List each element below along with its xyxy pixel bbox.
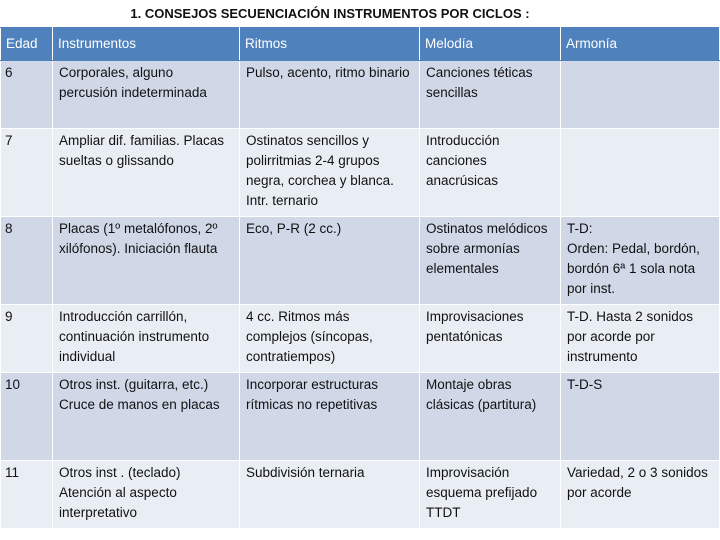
cell-melodia: Introducción canciones anacrúsicas: [420, 129, 561, 217]
cell-ritmos: Ostinatos sencillos y polirritmias 2-4 grupos negra, corchea y blanca. Intr. ternario: [240, 129, 420, 217]
cell-instrumentos: Otros inst . (teclado) Atención al aspecto interpretativo: [53, 461, 240, 529]
cell-ritmos: Eco, P-R (2 cc.): [240, 217, 420, 305]
cell-melodia: Improvisación esquema prefijado TTDT: [420, 461, 561, 529]
cell-melodia: Ostinatos melódicos sobre armonías elementales: [420, 217, 561, 305]
cell-edad: 8: [1, 217, 53, 305]
cell-melodia: Improvisaciones pentatónicas: [420, 305, 561, 373]
cell-melodia: Canciones téticas sencillas: [420, 61, 561, 129]
cell-edad: 10: [1, 373, 53, 461]
cell-edad: 7: [1, 129, 53, 217]
table-row: [1, 129, 720, 217]
cell-ritmos: Pulso, acento, ritmo binario: [240, 61, 420, 129]
table-row: [1, 461, 720, 529]
cell-instrumentos: Placas (1º metalófonos, 2º xilófonos). Iniciación flauta: [53, 217, 240, 305]
header-edad: Edad: [1, 28, 53, 61]
cell-instrumentos: Otros inst. (guitarra, etc.) Cruce de manos en placas: [53, 373, 240, 461]
cell-armonia: T-D. Hasta 2 sonidos por acorde por instrumento: [561, 305, 720, 373]
table-row: [1, 217, 720, 305]
table-header-row: [1, 28, 720, 61]
cell-armonia: [561, 61, 720, 129]
cell-armonia: T-D: Orden: Pedal, bordón, bordón 6ª 1 sola nota por inst.: [561, 217, 720, 305]
page-title: 1. CONSEJOS SECUENCIACIÓN INSTRUMENTOS POR CICLOS :: [130, 6, 530, 21]
cell-edad: 11: [1, 461, 53, 529]
header-armonia: Armonía: [561, 28, 720, 61]
table-row: [1, 61, 720, 129]
table-row: [1, 373, 720, 461]
header-melodia: Melodía: [420, 28, 561, 61]
cell-armonia: T-D-S: [561, 373, 720, 461]
cell-instrumentos: Introducción carrillón, continuación instrumento individual: [53, 305, 240, 373]
cell-ritmos: Incorporar estructuras rítmicas no repetitivas: [240, 373, 420, 461]
cell-melodia: Montaje obras clásicas (partitura): [420, 373, 561, 461]
cell-armonia: [561, 129, 720, 217]
cell-edad: 9: [1, 305, 53, 373]
cell-ritmos: 4 cc. Ritmos más complejos (síncopas, contratiempos): [240, 305, 420, 373]
table-row: [1, 305, 720, 373]
instruments-table: [0, 27, 720, 529]
cell-edad: 6: [1, 61, 53, 129]
cell-armonia: Variedad, 2 o 3 sonidos por acorde: [561, 461, 720, 529]
cell-instrumentos: Corporales, alguno percusión indeterminada: [53, 61, 240, 129]
cell-ritmos: Subdivisión ternaria: [240, 461, 420, 529]
cell-instrumentos: Ampliar dif. familias. Placas sueltas o glissando: [53, 129, 240, 217]
header-ritmos: Ritmos: [240, 28, 420, 61]
header-instrumentos: Instrumentos: [53, 28, 240, 61]
